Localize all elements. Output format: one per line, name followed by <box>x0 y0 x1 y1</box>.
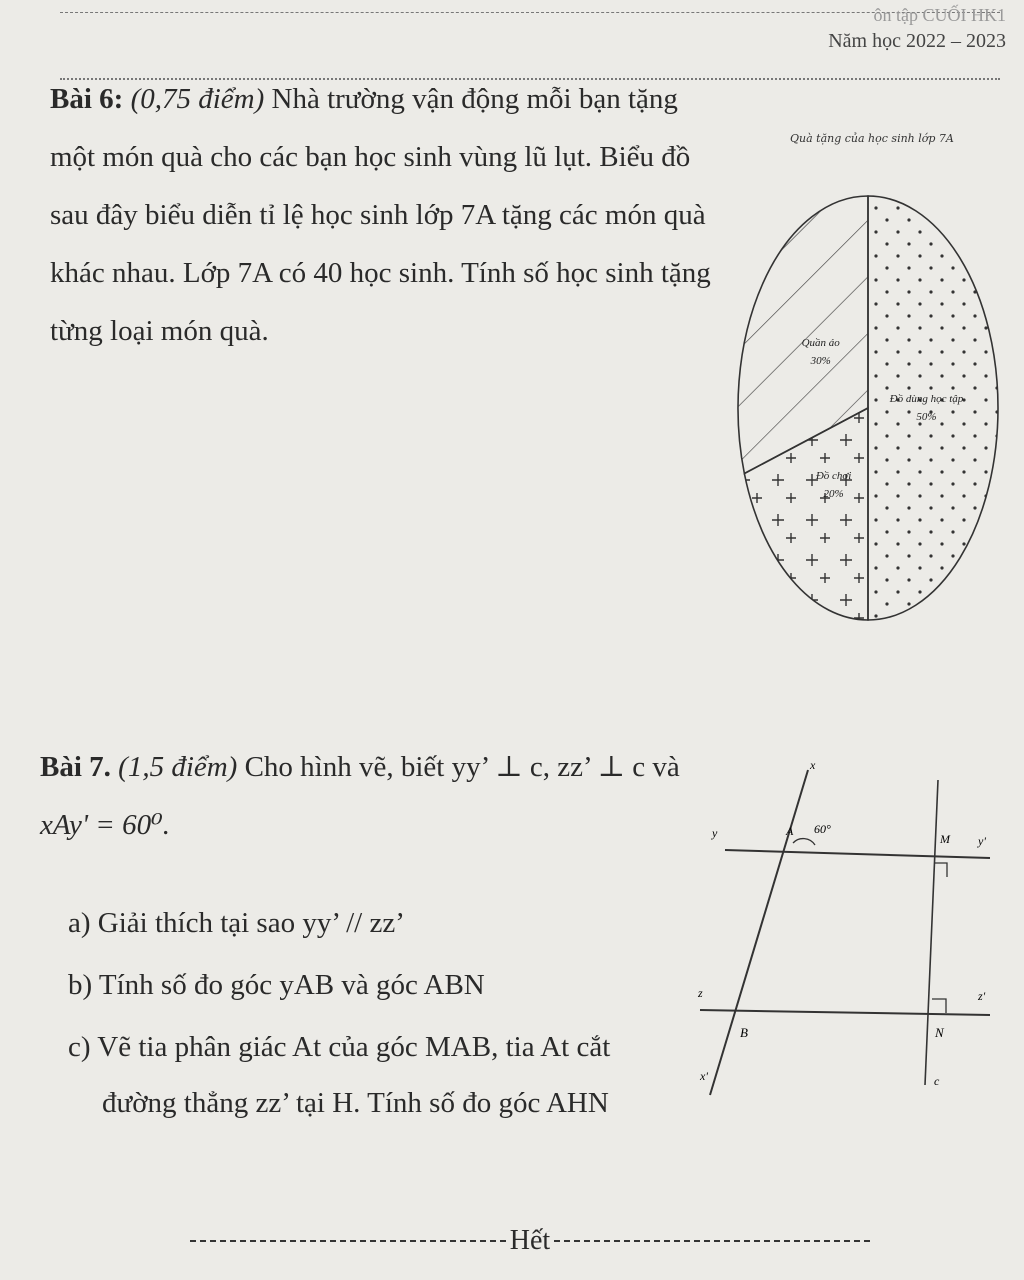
item-text: Vẽ tia phân giác At của góc MAB, tia At cắt <box>97 1031 611 1063</box>
item-text: Tính số đo góc yAB và góc ABN <box>98 969 485 1001</box>
header-right <box>828 2 1006 54</box>
end-text: Hết <box>509 1225 551 1256</box>
label-angle: 60° <box>814 822 831 836</box>
problem-6-label: Bài 6: <box>50 83 124 115</box>
problem-7-intro: Cho hình vẽ, biết yy’ ⊥ c, zz’ ⊥ c và <box>244 751 680 783</box>
problem-7-points: (1,5 điểm) <box>118 751 238 783</box>
label-y: y <box>712 826 718 840</box>
problem-6-points: (0,75 điểm) <box>130 83 265 115</box>
problem-7-intro-row <box>40 745 680 789</box>
label-z: z <box>698 986 703 1000</box>
problem-7-item-c <box>40 1019 680 1075</box>
pie-label-0: Đồ dùng học tập <box>889 393 964 405</box>
footer-dash-right <box>554 1240 870 1242</box>
problem-6 <box>50 70 730 360</box>
geometry-figure-svg <box>690 755 1010 1105</box>
pie-chart-svg <box>728 190 1008 640</box>
header-course-title: ôn tập CUỐI HK1 <box>873 5 1006 25</box>
problem-7-given: xAy' = 60⁰. <box>40 809 171 841</box>
problem-6-text: Nhà trường vận động mỗi bạn tặng một món quà cho các bạn học sinh vùng lũ lụt. Biểu đồ sau đây biểu diễn tỉ lệ học sinh lớp 7A tặng các món quà khác nhau. Lớp 7A có 40 học sinh. Tính số học sinh tặng từng loại món quà. <box>50 83 711 347</box>
geometry-figure <box>690 755 1010 1105</box>
problem-7-label: Bài 7. <box>40 751 111 783</box>
item-marker: b) <box>68 969 93 1001</box>
footer-dash-left <box>190 1240 506 1242</box>
pie-value-1: 20% <box>823 488 844 501</box>
label-A: A <box>786 824 794 838</box>
pie-value-0: 50% <box>916 411 937 423</box>
label-x-prime: x' <box>700 1069 708 1083</box>
pie-slice-0 <box>868 196 998 620</box>
label-N: N <box>935 1025 944 1040</box>
problem-7-item-a <box>40 895 680 951</box>
header-school-year: Năm học 2022 – 2023 <box>828 30 1006 52</box>
right-angle-M <box>935 863 947 877</box>
label-z-prime: z' <box>978 989 986 1003</box>
item-marker: c) <box>68 1031 91 1063</box>
pie-value-2: 30% <box>810 354 831 367</box>
right-angle-N <box>932 999 946 1013</box>
pie-chart <box>728 190 1008 640</box>
label-y-prime: y' <box>978 834 986 848</box>
label-c: c <box>934 1074 940 1088</box>
angle-arc-A <box>793 839 815 845</box>
label-x: x <box>810 758 816 772</box>
item-text: Giải thích tại sao yy’ // zz’ <box>97 907 405 939</box>
pie-label-2: Quần áo <box>801 336 840 349</box>
line-yy <box>725 850 990 858</box>
problem-7-item-c-cont: đường thẳng zz’ tại H. Tính số đo góc AHN <box>102 1087 609 1119</box>
chart-title: Quà tặng của học sinh lớp 7A <box>790 132 954 145</box>
label-B: B <box>740 1025 748 1040</box>
pie-label-1: Đồ chơi <box>815 470 852 483</box>
footer-end <box>190 1225 870 1257</box>
item-marker: a) <box>68 907 91 939</box>
line-xx <box>710 770 808 1095</box>
problem-7 <box>40 745 680 1131</box>
problem-7-item-b <box>40 957 680 1013</box>
label-M: M <box>940 832 950 846</box>
